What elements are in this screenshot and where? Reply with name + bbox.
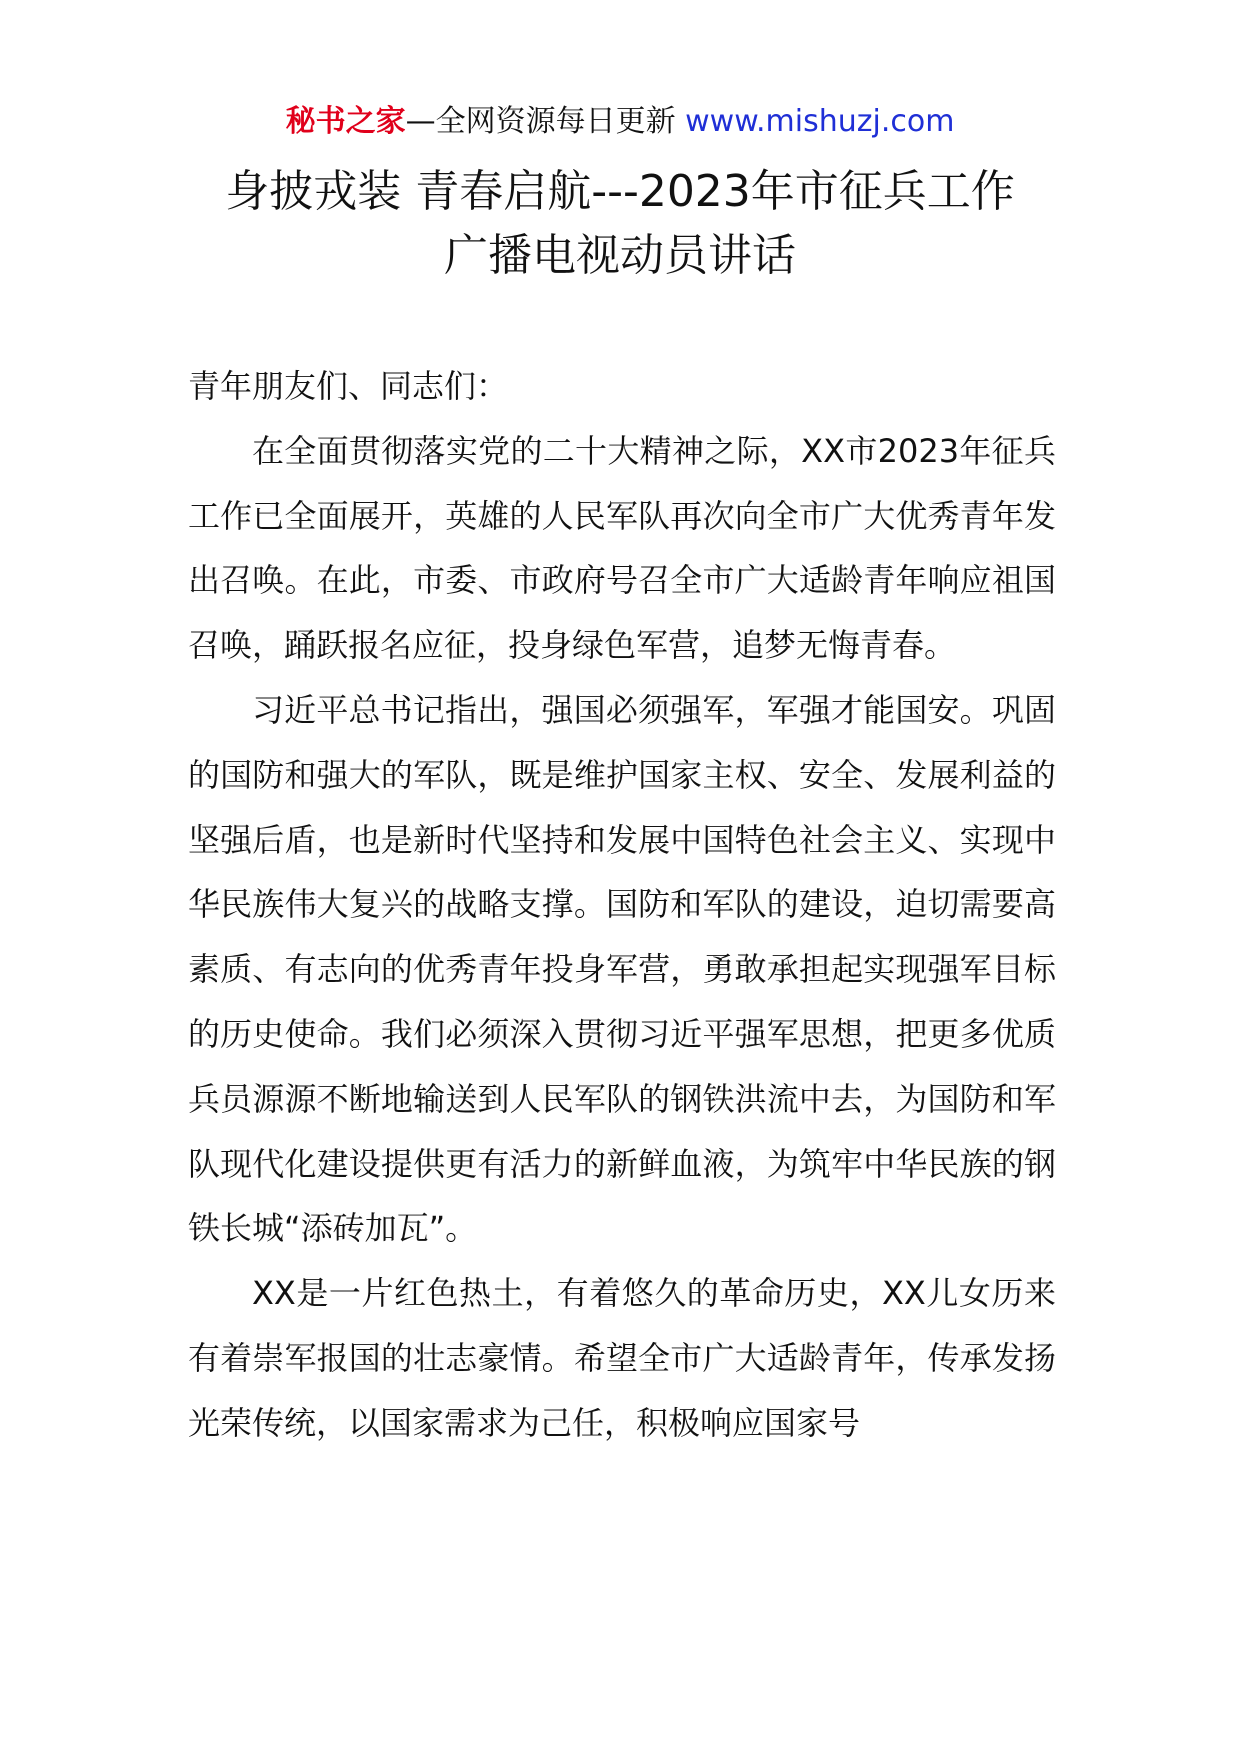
document-title-line-1: 身披戎装 青春启航---2023年市征兵工作 [225, 166, 1015, 217]
body-paragraph-3: XX是一片红色热土，有着悠久的革命历史，XX儿女历来有着崇军报国的壮志豪情。希望全市广大适龄青年，传承发扬光荣传统，以国家需求为己任，积极响应国家号 [188, 1274, 1056, 1442]
body-paragraph-1: 在全面贯彻落实党的二十大精神之际，XX市2023年征兵工作已全面展开，英雄的人民军队再次向全市广大优秀青年发出召唤。在此，市委、市政府号召全市广大适龄青年响应祖国召唤，踊跃报名应征，投身绿色军营，追梦无悔青春。 [188, 431, 1056, 665]
document-title [150, 160, 1090, 288]
site-url[interactable]: www.mishuzj.com [685, 104, 955, 139]
site-slogan: —全网资源每日更新 [405, 104, 676, 139]
body-paragraph-2: 习近平总书记指出，强国必须强军，军强才能国安。巩固的国防和强大的军队，既是维护国家主权、安全、发展利益的坚强后盾，也是新时代坚持和发展中国特色社会主义、实现中华民族伟大复兴的战略支撑。国防和军队的建设，迫切需要高素质、有志向的优秀青年投身军营，勇敢承担起实现强军目标的历史使命。我们必须深入贯彻习近平强军思想，把更多优质兵员源源不断地输送到人民军队的钢铁洪流中去，为国防和军队现代化建设提供更有活力的新鲜血液，为筑牢中华民族的钢铁长城“添砖加瓦”。 [188, 690, 1056, 1248]
document-body [188, 354, 1056, 1456]
document-title-line-2: 广播电视动员讲话 [444, 230, 796, 281]
salutation: 青年朋友们、同志们： [188, 367, 509, 405]
site-header [0, 100, 1240, 144]
brand-name: 秘书之家 [285, 104, 406, 139]
